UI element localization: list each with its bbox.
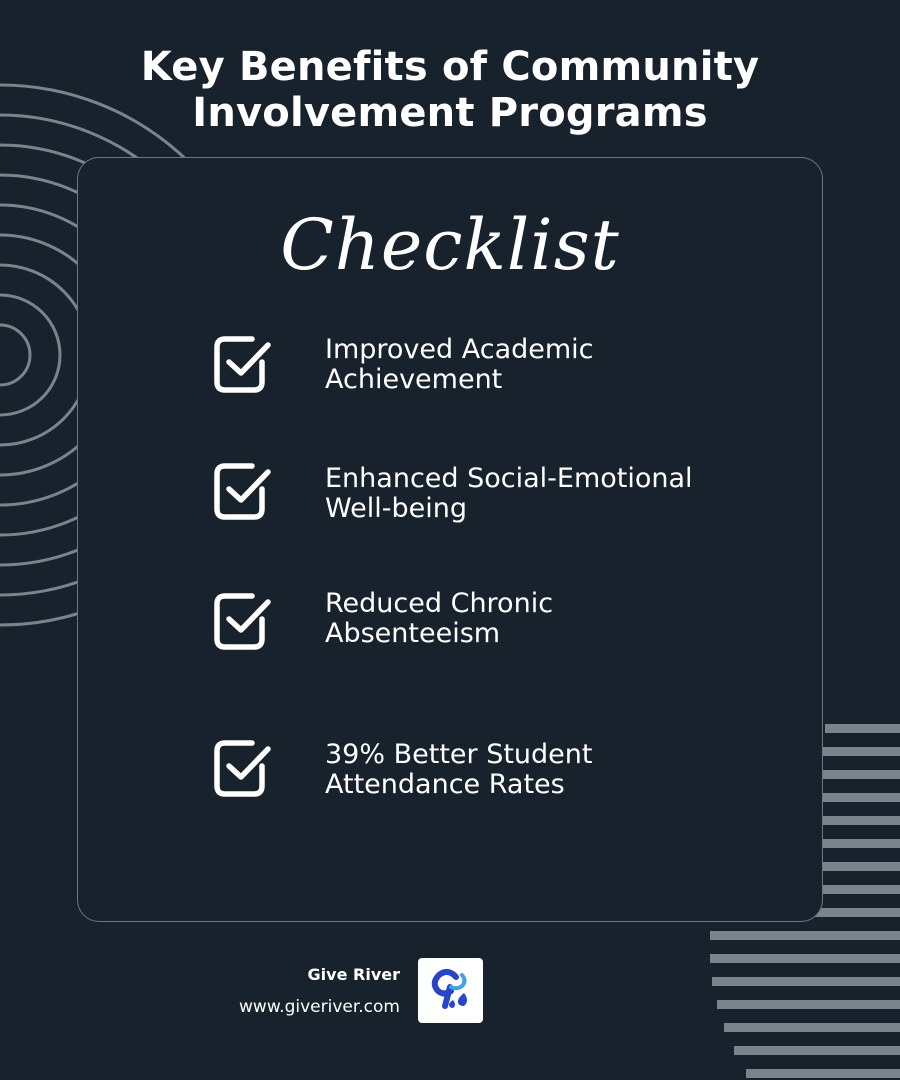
checklist-item	[212, 335, 732, 405]
checklist-item	[212, 462, 732, 532]
checkbox-checked-icon	[212, 462, 274, 524]
checkbox-checked-icon	[212, 335, 274, 397]
give-river-logo-icon	[418, 958, 483, 1023]
page-title-line-2: Involvement Programs	[192, 90, 708, 136]
checklist-item-line-2: Achievement	[325, 364, 503, 395]
checklist-item	[212, 739, 732, 809]
checklist-item-line-1: Reduced Chronic	[325, 588, 554, 619]
checklist-item-label	[325, 589, 745, 649]
checklist-item-line-1: Enhanced Social-Emotional	[325, 463, 693, 494]
checklist-item-line-1: 39% Better Student	[325, 739, 593, 770]
checklist-item-label	[325, 464, 745, 524]
checklist-heading: Checklist	[280, 204, 620, 286]
brand-name: Give River	[307, 965, 400, 984]
checklist-item-label	[325, 335, 745, 395]
checklist-item-line-2: Well-being	[325, 493, 467, 524]
checklist-item-line-2: Attendance Rates	[325, 769, 565, 800]
website-link[interactable]: www.giveriver.com	[239, 997, 400, 1017]
checkbox-checked-icon	[212, 592, 274, 654]
checklist-item-line-2: Absenteeism	[325, 618, 501, 649]
logo-mark	[418, 958, 483, 1023]
page-title-line-1: Key Benefits of Community	[140, 44, 760, 90]
checklist-item-label	[325, 740, 745, 800]
page-title	[0, 44, 900, 136]
checklist-item-line-1: Improved Academic	[325, 334, 594, 365]
checklist-item	[212, 588, 732, 662]
checkbox-checked-icon	[212, 739, 274, 801]
